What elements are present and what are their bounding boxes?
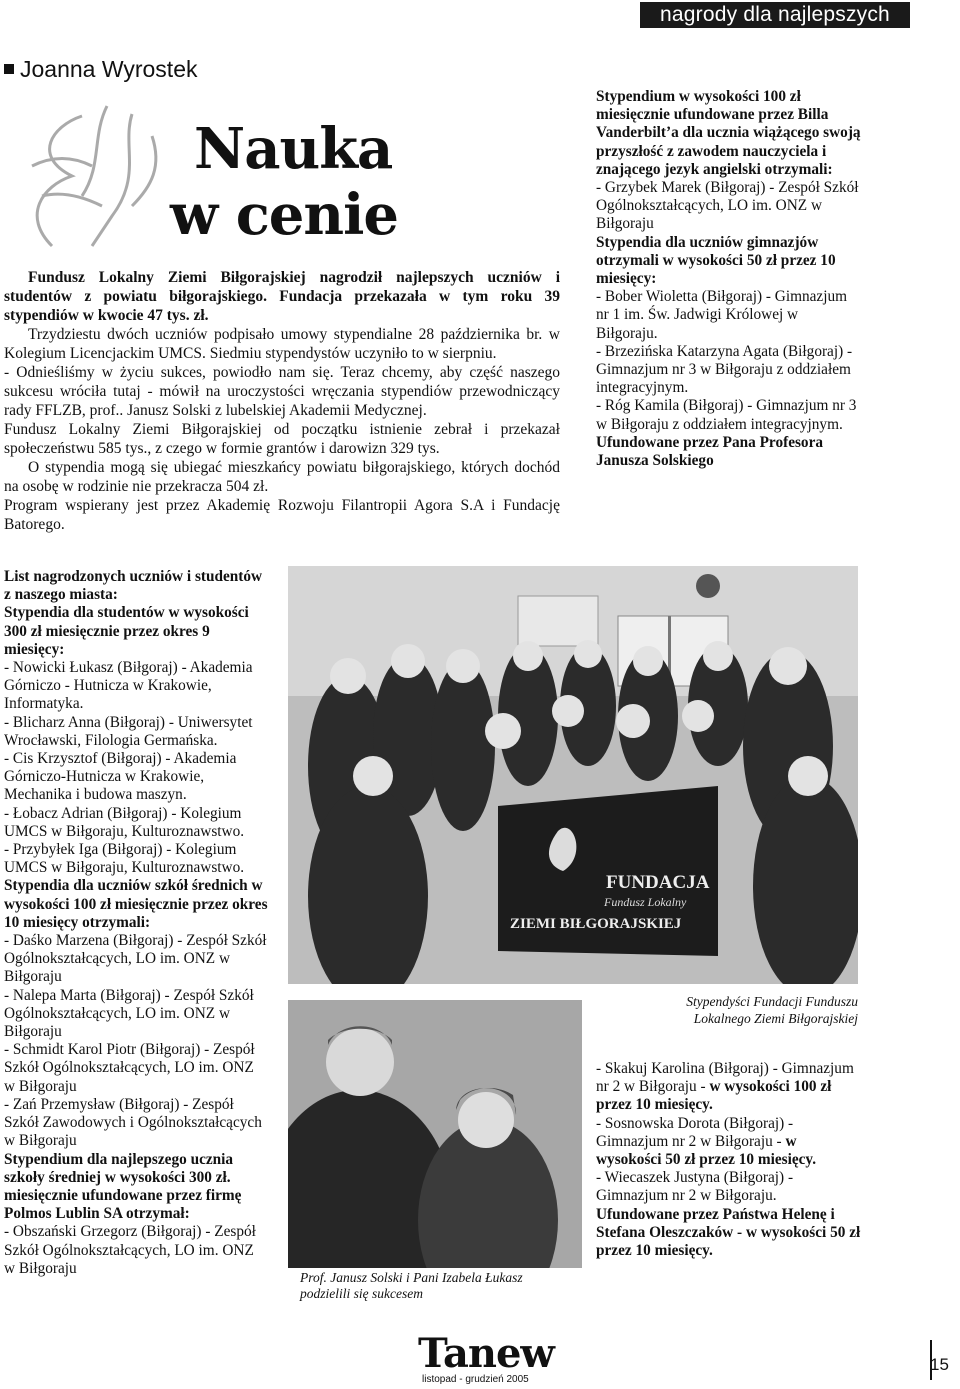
list-heading: List nagrodzonych uczniów i studentów z naszego miasta: [4, 568, 263, 604]
list-item-text: - Skakuj Karolina (Biłgoraj) - Gimnazjum nr 2 w Biłgoraju - [596, 1060, 854, 1096]
body-paragraph: - Odnieśliśmy w życiu sukces, powiodło nam się. Teraz chcemy, aby część naszego sukcesu wróciła tutaj - mówił na uroczystości wręczania stypendiów przewodniczący rady FFLZB, prof.. Janusz Solski z lubelskiej Akademii Medycznej. [4, 364, 560, 419]
list-item: - Zań Przemysław (Biłgoraj) - Zespół Szkół Zawodowych i Ogólnokształcących w Biłgoraju [4, 1095, 262, 1150]
right-column-list [596, 88, 862, 470]
group-photo-scene [288, 566, 858, 984]
banner-text-2: Fundusz Lokalny [604, 895, 687, 909]
photo-caption: Stypendyści Fundacji Funduszu Lokalnego Ziemi Biłgorajskiej [686, 994, 858, 1026]
page-number: 15 [930, 1355, 949, 1374]
article-title-line1: Nauka [194, 116, 393, 182]
article-title-line2: w cenie [170, 182, 399, 248]
list-item-amount: Ufundowane przez Państwa Helenę i Stefana Oleszczaków - w wysokości 50 zł przez 10 miesięcy. [596, 1205, 861, 1260]
list-item: - Cis Krzysztof (Biłgoraj) - Akademia Górniczo-Hutnicza w Krakowie, Mechanika i budowa maszyn. [4, 750, 237, 804]
body-paragraph: Trzydziestu dwóch uczniów podpisało umowy stypendialne 28 października br. w Kolegium Licencjackim UMCS. Siedmiu stypendystów uczyniło to w sierpniu. [4, 326, 560, 362]
list-item: - Obszański Grzegorz (Biłgoraj) - Zespół Szkół Ogólnokształcących, LO im. ONZ w Biłgoraju [4, 1223, 256, 1277]
list-item: - Przybyłek Iga (Biłgoraj) - Kolegium UMCS w Biłgoraju, Kulturoznawstwo. [4, 841, 245, 877]
section-header: nagrody dla najlepszych [640, 2, 910, 28]
right-column-list-2 [596, 1060, 862, 1260]
list-heading: Stypendia dla uczniów szkół średnich w wysokości 100 zł miesięcznie przez okres 10 miesięcy otrzymali: [4, 877, 268, 931]
list-item [596, 1169, 862, 1260]
list-item: - Brzezińska Katarzyna Agata (Biłgoraj) - Gimnazjum nr 3 w Biłgoraju z oddziałem integracyjnym. [596, 342, 853, 397]
portrait-photo-scene [288, 1000, 582, 1268]
list-item: - Nowicki Łukasz (Biłgoraj) - Akademia Górniczo - Hutnicza w Krakowie, Informatyka. [4, 659, 253, 713]
list-item: - Róg Kamila (Biłgoraj) - Gimnazjum nr 3 w Biłgoraju z oddziałem integracyjnym. [596, 397, 857, 433]
body-paragraph: Fundusz Lokalny Ziemi Biłgorajskiej od początku istnienie zebrał i przekazał społeczeństwu 585 tys., z czego w formie grantów i darowizn 329 tys. [4, 421, 560, 457]
list-heading: Stypendia dla uczniów gimnazjów otrzymali w wysokości 50 zł przez 10 miesięcy: [596, 233, 836, 288]
list-item: - Bober Wioletta (Biłgoraj) - Gimnazjum nr 1 im. Św. Jadwigi Królowej w Biłgoraju. [596, 288, 848, 342]
list-item: - Blicharz Anna (Biłgoraj) - Uniwersytet Wrocławski, Filologia Germańska. [4, 713, 253, 749]
list-item [596, 1060, 862, 1115]
group-photo [288, 566, 858, 984]
list-heading: Ufundowane przez Pana Profesora Janusza Solskiego [596, 433, 824, 470]
list-heading: Stypendium w wysokości 100 zł miesięcznie ufundowane przez Billa Vanderbilt’a dla ucznia wiążącego swoją przyszłość z zawodem nauczyciela i znającego jezyk angielski otrzymali: [596, 88, 861, 178]
bullet-square-icon [4, 64, 14, 74]
lead-paragraph: Fundusz Lokalny Ziemi Biłgorajskiej nagrodził najlepszych uczniów i studentów z powiatu biłgorajskiego. Fundacja przekazała w tym roku 39 stypendiów w kwocie 47 tys. zł. [4, 269, 560, 324]
list-item-text: - Wiecaszek Justyna (Biłgoraj) - Gimnazjum nr 2 w Biłgoraju. [596, 1169, 794, 1205]
author-byline [4, 56, 198, 83]
article-body [4, 268, 560, 534]
list-item [596, 1115, 862, 1170]
body-paragraph: Program wspierany jest przez Akademię Rozwoju Filantropii Agora S.A i Fundację Batorego. [4, 497, 560, 533]
banner-text-1: FUNDACJA [606, 872, 710, 893]
portrait-photo [288, 1000, 582, 1268]
photo-caption: Prof. Janusz Solski i Pani Izabela Łukasz podzielili się sukcesem [300, 1270, 523, 1301]
list-item-amount: w wysokości 50 zł przez 10 miesięcy. [596, 1132, 817, 1169]
issue-date: listopad - grudzień 2005 [422, 1374, 529, 1385]
magazine-logo: Tanew [418, 1330, 554, 1377]
list-item-amount: w wysokości 100 zł przez 10 miesięcy. [596, 1078, 832, 1114]
left-column-list [4, 568, 268, 1278]
list-item: - Grzybek Marek (Biłgoraj) - Zespół Szkół Ogólnokształcących, LO im. ONZ w Biłgoraju [596, 179, 859, 233]
list-item: - Łobacz Adrian (Biłgoraj) - Kolegium UMCS w Biłgoraju, Kulturoznawstwo. [4, 804, 245, 840]
list-item-text: - Sosnowska Dorota (Biłgoraj) - Gimnazjum nr 2 w Biłgoraju - [596, 1114, 794, 1150]
author-name: Joanna Wyrostek [20, 56, 198, 82]
list-item: - Daśko Marzena (Biłgoraj) - Zespół Szkół Ogólnokształcących, LO im. ONZ w Biłgoraju [4, 932, 267, 986]
body-paragraph: O stypendia mogą się ubiegać mieszkańcy powiatu biłgorajskiego, których dochód na osobę w rodzinie nie przekracza 504 zł. [4, 459, 560, 495]
list-item: - Schmidt Karol Piotr (Biłgoraj) - Zespół Szkół Ogólnokształcących, LO im. ONZ w Biłgoraju [4, 1041, 255, 1095]
list-item: - Nalepa Marta (Biłgoraj) - Zespół Szkół Ogólnokształcących, LO im. ONZ w Biłgoraju [4, 986, 254, 1041]
list-heading: Stypendia dla studentów w wysokości 300 zł miesięcznie przez okres 9 miesięcy: [4, 604, 249, 658]
banner-text-3: ZIEMI BIŁGORAJSKIEJ [510, 916, 682, 932]
list-heading: Stypendium dla najlepszego ucznia szkoły średniej w wysokości 300 zł. miesięcznie ufundowane przez firmę Polmos Lublin SA otrzymał: [4, 1150, 242, 1223]
